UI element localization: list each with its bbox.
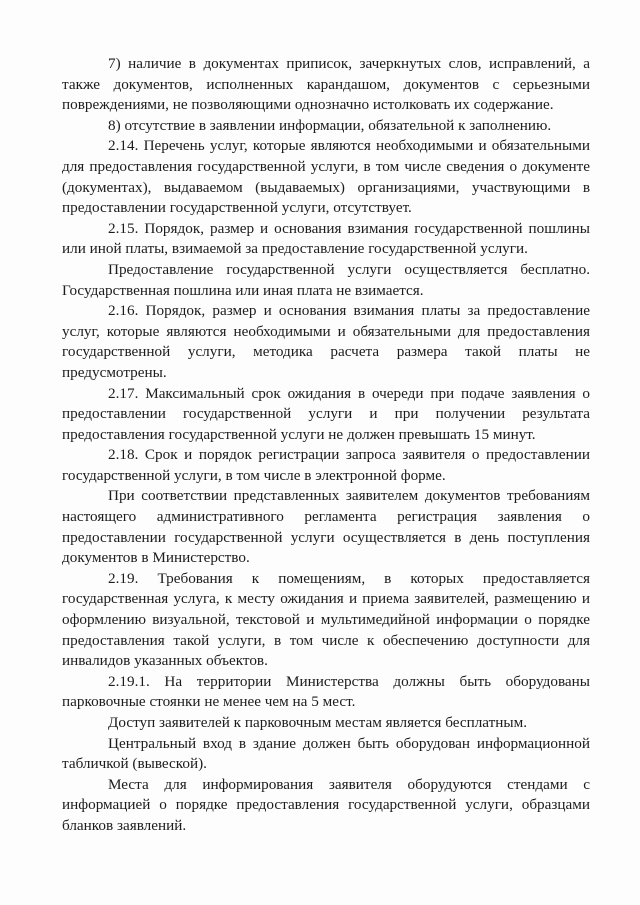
paragraph-entrance-sign: Центральный вход в здание должен быть оборудован информационной табличкой (вывеской). [62, 734, 590, 773]
paragraph-item-7: 7) наличие в документах приписок, зачеркнутых слов, исправлений, а также документов, исполненных карандашом, документов с серьезными повреждениями, не позволяющими однозначно истолковать их содержание. [62, 55, 590, 114]
paragraph-2-16: 2.16. Порядок, размер и основания взимания платы за предоставление услуг, которые являются необходимыми и обязательными для предоставления государственной услуги, методика расчета размера такой платы не предусмотрены. [62, 302, 590, 381]
paragraph-registration: При соответствии представленных заявителем документов требованиям настоящего административного регламента регистрация заявления о предоставлении государственной услуги осуществляется в день поступления документов в Министерство. [62, 487, 590, 567]
paragraph-2-18: 2.18. Срок и порядок регистрации запроса заявителя о предоставлении государственной услуги, в том числе в электронной форме. [62, 446, 590, 484]
paragraph-parking-access: Доступ заявителей к парковочным местам является бесплатным. [108, 714, 528, 731]
paragraph-free-of-charge: Предоставление государственной услуги осуществляется бесплатно. Государственная пошлина или иная плата не взимается. [62, 260, 590, 299]
paragraph-info-stands: Места для информирования заявителя оборудуются стендами с информацией о порядке предоставления государственной услуги, образцами бланков заявлений. [62, 775, 590, 834]
paragraph-2-17: 2.17. Максимальный срок ожидания в очереди при подаче заявления о предоставлении государственной услуги и при получении результата предоставления государственной услуги не должен превышать 15 минут. [62, 384, 590, 443]
paragraph-2-19-1: 2.19.1. На территории Министерства должны быть оборудованы парковочные стоянки не менее чем на 5 мест. [62, 672, 590, 711]
paragraph-2-19: 2.19. Требования к помещениям, в которых предоставляется государственная услуга, к месту ожидания и приема заявителей, размещению и оформлению визуальной, текстовой и мультимедийной информации о порядке предоставления такой услуги, в том числе к обеспечению доступности для инвалидов указанных объектов. [62, 569, 590, 670]
document-body [62, 54, 590, 837]
paragraph-2-15: 2.15. Порядок, размер и основания взимания государственной пошлины или иной платы, взимаемой за предоставление государственной услуги. [62, 219, 590, 258]
paragraph-2-14: 2.14. Перечень услуг, которые являются необходимыми и обязательными для предоставления государственной услуги, в том числе сведения о документе (документах), выдаваемом (выдаваемых) организациями, участвующими в предоставлении государственной услуги, отсутствует. [62, 137, 590, 217]
paragraph-item-8: 8) отсутствие в заявлении информации, обязательной к заполнению. [108, 116, 552, 134]
